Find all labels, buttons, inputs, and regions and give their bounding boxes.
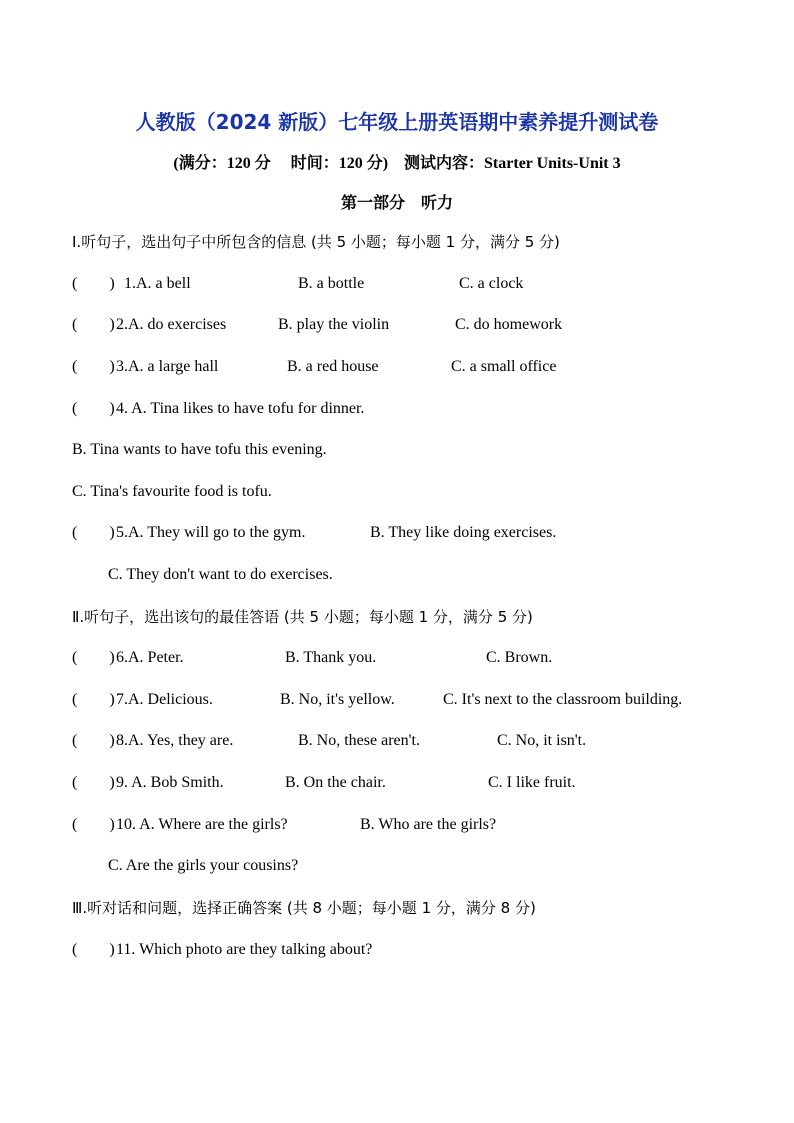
option-b: B. They like doing exercises. [370, 524, 557, 541]
question-5-option-c: C. They don't want to do exercises. [108, 566, 333, 583]
part-heading: 第一部分 听力 [340, 193, 453, 212]
answer-blank[interactable]: ( ) [72, 691, 115, 708]
option-b: B. Who are the girls? [360, 816, 497, 833]
option-b: B. No, it's yellow. [280, 691, 395, 708]
option-b: B. a red house [287, 358, 379, 375]
option-b: B. play the violin [278, 316, 390, 333]
option-c: C. No, it isn't. [497, 732, 587, 749]
option-a: 2.A. do exercises [116, 316, 227, 333]
option-b: B. No, these aren't. [298, 732, 420, 749]
option-b: B. Thank you. [285, 649, 377, 666]
option-a: 9. A. Bob Smith. [116, 774, 224, 791]
question-10-option-c: C. Are the girls your cousins? [108, 857, 299, 874]
option-a: 4. A. Tina likes to have tofu for dinner. [116, 400, 365, 417]
option-c: C. It's next to the classroom building. [443, 691, 683, 708]
answer-blank[interactable]: ( ) [72, 732, 115, 749]
option-c: C. a small office [451, 358, 557, 375]
page-title: 人教版（2024 新版）七年级上册英语期中素养提升测试卷 [135, 110, 659, 134]
answer-blank[interactable]: ( ) [72, 275, 115, 292]
answer-blank[interactable]: ( ) [72, 524, 115, 541]
option-a: 5.A. They will go to the gym. [116, 524, 306, 541]
answer-blank[interactable]: ( ) [72, 649, 115, 666]
option-c: C. a clock [459, 275, 524, 292]
section-2-heading: Ⅱ.听句子，选出该句的最佳答语 (共 5 小题；每小题 1 分，满分 5 分) [72, 608, 533, 626]
option-a: 7.A. Delicious. [116, 691, 213, 708]
option-a: 6.A. Peter. [116, 649, 184, 666]
question-4-option-b: B. Tina wants to have tofu this evening. [72, 441, 327, 458]
option-b: B. On the chair. [285, 774, 386, 791]
option-a: 1.A. a bell [124, 275, 191, 292]
section-1-heading: I.听句子，选出句子中所包含的信息 (共 5 小题；每小题 1 分，满分 5 分) [72, 233, 560, 251]
answer-blank[interactable]: ( ) [72, 316, 115, 333]
answer-blank[interactable]: ( ) [72, 816, 115, 833]
answer-blank[interactable]: ( ) [72, 400, 115, 417]
answer-blank[interactable]: ( ) [72, 941, 115, 958]
question-text: 11. Which photo are they talking about? [116, 941, 373, 958]
answer-blank[interactable]: ( ) [72, 774, 115, 791]
section-3-heading: Ⅲ.听对话和问题，选择正确答案 (共 8 小题；每小题 1 分，满分 8 分) [72, 899, 536, 917]
option-c: C. Brown. [486, 649, 553, 666]
option-a: 10. A. Where are the girls? [116, 816, 288, 833]
answer-blank[interactable]: ( ) [72, 358, 115, 375]
question-4-option-c: C. Tina's favourite food is tofu. [72, 483, 272, 500]
option-a: 8.A. Yes, they are. [116, 732, 234, 749]
option-a: 3.A. a large hall [116, 358, 219, 375]
exam-meta: (满分：120 分 时间：120 分) 测试内容：Starter Units-Unit 3 [173, 155, 621, 172]
option-c: C. I like fruit. [488, 774, 576, 791]
option-c: C. do homework [455, 316, 563, 333]
option-b: B. a bottle [298, 275, 365, 292]
